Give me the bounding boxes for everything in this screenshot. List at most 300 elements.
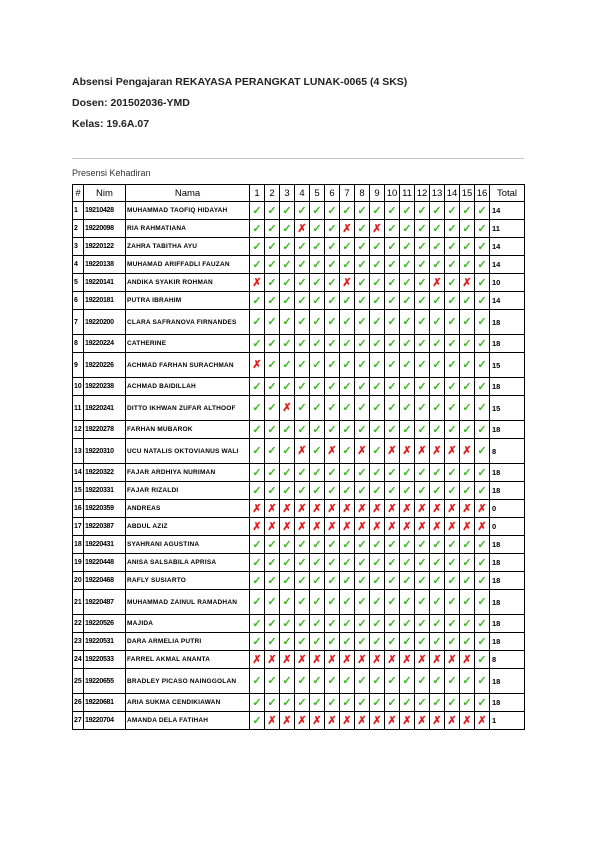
present-check-icon: ✓ <box>340 256 355 274</box>
column-header: 1 <box>250 185 265 202</box>
present-check-icon: ✓ <box>430 482 445 500</box>
student-name: BRADLEY PICASO NAINGGOLAN <box>126 669 250 694</box>
present-check-icon: ✓ <box>400 238 415 256</box>
present-check-icon: ✓ <box>430 256 445 274</box>
absent-cross-icon: ✗ <box>415 518 430 536</box>
present-check-icon: ✓ <box>445 238 460 256</box>
absent-cross-icon: ✗ <box>460 274 475 292</box>
present-check-icon: ✓ <box>430 590 445 615</box>
present-check-icon: ✓ <box>445 464 460 482</box>
column-header: 10 <box>385 185 400 202</box>
absent-cross-icon: ✗ <box>355 518 370 536</box>
student-nim: 19220224 <box>84 335 126 353</box>
present-check-icon: ✓ <box>475 694 490 712</box>
present-check-icon: ✓ <box>325 633 340 651</box>
present-check-icon: ✓ <box>265 482 280 500</box>
present-check-icon: ✓ <box>370 310 385 335</box>
row-number: 15 <box>73 482 84 500</box>
column-header: 7 <box>340 185 355 202</box>
absent-cross-icon: ✗ <box>325 439 340 464</box>
present-check-icon: ✓ <box>340 615 355 633</box>
absent-cross-icon: ✗ <box>460 439 475 464</box>
student-name: DARA ARMELIA PUTRI <box>126 633 250 651</box>
present-check-icon: ✓ <box>445 256 460 274</box>
present-check-icon: ✓ <box>430 378 445 396</box>
student-name: ANDREAS <box>126 500 250 518</box>
absent-cross-icon: ✗ <box>265 651 280 669</box>
column-header: 15 <box>460 185 475 202</box>
absent-cross-icon: ✗ <box>370 220 385 238</box>
present-check-icon: ✓ <box>280 482 295 500</box>
table-row <box>73 220 525 238</box>
student-name: MUHAMMAD ZAINUL RAMADHAN <box>126 590 250 615</box>
present-check-icon: ✓ <box>370 353 385 378</box>
present-check-icon: ✓ <box>415 353 430 378</box>
table-row <box>73 615 525 633</box>
absent-cross-icon: ✗ <box>340 518 355 536</box>
present-check-icon: ✓ <box>460 590 475 615</box>
absent-cross-icon: ✗ <box>340 500 355 518</box>
present-check-icon: ✓ <box>460 464 475 482</box>
absent-cross-icon: ✗ <box>445 712 460 730</box>
present-check-icon: ✓ <box>445 615 460 633</box>
present-check-icon: ✓ <box>475 615 490 633</box>
present-check-icon: ✓ <box>430 536 445 554</box>
student-nim: 19220181 <box>84 292 126 310</box>
absent-cross-icon: ✗ <box>385 651 400 669</box>
present-check-icon: ✓ <box>295 554 310 572</box>
table-row <box>73 353 525 378</box>
student-name: AMANDA DELA FATIHAH <box>126 712 250 730</box>
table-row <box>73 536 525 554</box>
absent-cross-icon: ✗ <box>370 500 385 518</box>
absent-cross-icon: ✗ <box>295 651 310 669</box>
present-check-icon: ✓ <box>430 633 445 651</box>
present-check-icon: ✓ <box>280 536 295 554</box>
present-check-icon: ✓ <box>445 536 460 554</box>
absent-cross-icon: ✗ <box>355 439 370 464</box>
total-count: 10 <box>490 274 525 292</box>
present-check-icon: ✓ <box>265 536 280 554</box>
present-check-icon: ✓ <box>415 256 430 274</box>
row-number: 23 <box>73 633 84 651</box>
present-check-icon: ✓ <box>280 310 295 335</box>
present-check-icon: ✓ <box>430 310 445 335</box>
present-check-icon: ✓ <box>325 310 340 335</box>
present-check-icon: ✓ <box>400 482 415 500</box>
present-check-icon: ✓ <box>310 694 325 712</box>
row-number: 6 <box>73 292 84 310</box>
total-count: 14 <box>490 238 525 256</box>
student-name: RAFLY SUSIARTO <box>126 572 250 590</box>
absent-cross-icon: ✗ <box>340 274 355 292</box>
present-check-icon: ✓ <box>250 292 265 310</box>
total-count: 18 <box>490 378 525 396</box>
total-count: 14 <box>490 292 525 310</box>
row-number: 13 <box>73 439 84 464</box>
table-row <box>73 238 525 256</box>
present-check-icon: ✓ <box>265 292 280 310</box>
present-check-icon: ✓ <box>295 482 310 500</box>
present-check-icon: ✓ <box>355 220 370 238</box>
row-number: 1 <box>73 202 84 220</box>
present-check-icon: ✓ <box>310 536 325 554</box>
present-check-icon: ✓ <box>370 536 385 554</box>
row-number: 2 <box>73 220 84 238</box>
absent-cross-icon: ✗ <box>280 651 295 669</box>
present-check-icon: ✓ <box>400 274 415 292</box>
absent-cross-icon: ✗ <box>340 220 355 238</box>
present-check-icon: ✓ <box>340 572 355 590</box>
absent-cross-icon: ✗ <box>385 500 400 518</box>
present-check-icon: ✓ <box>265 694 280 712</box>
present-check-icon: ✓ <box>310 554 325 572</box>
present-check-icon: ✓ <box>415 220 430 238</box>
present-check-icon: ✓ <box>385 464 400 482</box>
present-check-icon: ✓ <box>460 572 475 590</box>
present-check-icon: ✓ <box>325 396 340 421</box>
present-check-icon: ✓ <box>310 310 325 335</box>
present-check-icon: ✓ <box>340 554 355 572</box>
student-name: ACHMAD FARHAN SURACHMAN <box>126 353 250 378</box>
total-count: 14 <box>490 202 525 220</box>
student-name: FARREL AKMAL ANANTA <box>126 651 250 669</box>
present-check-icon: ✓ <box>430 572 445 590</box>
row-number: 8 <box>73 335 84 353</box>
present-check-icon: ✓ <box>250 421 265 439</box>
present-check-icon: ✓ <box>250 220 265 238</box>
present-check-icon: ✓ <box>355 482 370 500</box>
student-name: CLARA SAFRANOVA FIRNANDES <box>126 310 250 335</box>
present-check-icon: ✓ <box>460 615 475 633</box>
present-check-icon: ✓ <box>295 238 310 256</box>
present-check-icon: ✓ <box>310 421 325 439</box>
absent-cross-icon: ✗ <box>250 353 265 378</box>
present-check-icon: ✓ <box>250 464 265 482</box>
absent-cross-icon: ✗ <box>400 651 415 669</box>
absent-cross-icon: ✗ <box>280 500 295 518</box>
table-row <box>73 572 525 590</box>
present-check-icon: ✓ <box>385 615 400 633</box>
present-check-icon: ✓ <box>295 396 310 421</box>
present-check-icon: ✓ <box>445 396 460 421</box>
present-check-icon: ✓ <box>325 274 340 292</box>
absent-cross-icon: ✗ <box>280 712 295 730</box>
table-header-row <box>73 185 525 202</box>
present-check-icon: ✓ <box>475 421 490 439</box>
present-check-icon: ✓ <box>355 396 370 421</box>
present-check-icon: ✓ <box>385 310 400 335</box>
section-title: Presensi Kehadiran <box>72 168 151 178</box>
total-count: 18 <box>490 482 525 500</box>
present-check-icon: ✓ <box>400 396 415 421</box>
present-check-icon: ✓ <box>280 615 295 633</box>
present-check-icon: ✓ <box>340 421 355 439</box>
table-row <box>73 518 525 536</box>
present-check-icon: ✓ <box>340 536 355 554</box>
present-check-icon: ✓ <box>385 238 400 256</box>
present-check-icon: ✓ <box>475 669 490 694</box>
present-check-icon: ✓ <box>340 202 355 220</box>
student-nim: 19220200 <box>84 310 126 335</box>
present-check-icon: ✓ <box>430 292 445 310</box>
present-check-icon: ✓ <box>430 202 445 220</box>
present-check-icon: ✓ <box>475 482 490 500</box>
present-check-icon: ✓ <box>400 615 415 633</box>
present-check-icon: ✓ <box>370 396 385 421</box>
present-check-icon: ✓ <box>415 421 430 439</box>
present-check-icon: ✓ <box>415 633 430 651</box>
present-check-icon: ✓ <box>310 220 325 238</box>
student-nim: 19220359 <box>84 500 126 518</box>
absent-cross-icon: ✗ <box>325 712 340 730</box>
present-check-icon: ✓ <box>340 335 355 353</box>
present-check-icon: ✓ <box>475 396 490 421</box>
present-check-icon: ✓ <box>340 464 355 482</box>
student-nim: 19220226 <box>84 353 126 378</box>
present-check-icon: ✓ <box>475 651 490 669</box>
present-check-icon: ✓ <box>280 590 295 615</box>
present-check-icon: ✓ <box>445 482 460 500</box>
present-check-icon: ✓ <box>250 590 265 615</box>
present-check-icon: ✓ <box>415 669 430 694</box>
present-check-icon: ✓ <box>265 310 280 335</box>
present-check-icon: ✓ <box>355 202 370 220</box>
student-nim: 19220331 <box>84 482 126 500</box>
present-check-icon: ✓ <box>475 536 490 554</box>
present-check-icon: ✓ <box>475 220 490 238</box>
present-check-icon: ✓ <box>295 292 310 310</box>
present-check-icon: ✓ <box>340 694 355 712</box>
present-check-icon: ✓ <box>370 633 385 651</box>
present-check-icon: ✓ <box>385 694 400 712</box>
absent-cross-icon: ✗ <box>295 712 310 730</box>
present-check-icon: ✓ <box>265 572 280 590</box>
present-check-icon: ✓ <box>265 421 280 439</box>
present-check-icon: ✓ <box>445 292 460 310</box>
present-check-icon: ✓ <box>355 335 370 353</box>
absent-cross-icon: ✗ <box>430 651 445 669</box>
present-check-icon: ✓ <box>370 482 385 500</box>
present-check-icon: ✓ <box>370 554 385 572</box>
student-nim: 19220533 <box>84 651 126 669</box>
absent-cross-icon: ✗ <box>460 651 475 669</box>
present-check-icon: ✓ <box>250 378 265 396</box>
present-check-icon: ✓ <box>280 378 295 396</box>
present-check-icon: ✓ <box>295 335 310 353</box>
present-check-icon: ✓ <box>415 694 430 712</box>
absent-cross-icon: ✗ <box>310 518 325 536</box>
student-name: RIA RAHMATIANA <box>126 220 250 238</box>
present-check-icon: ✓ <box>370 202 385 220</box>
absent-cross-icon: ✗ <box>265 500 280 518</box>
present-check-icon: ✓ <box>400 335 415 353</box>
present-check-icon: ✓ <box>310 335 325 353</box>
table-row <box>73 202 525 220</box>
present-check-icon: ✓ <box>340 633 355 651</box>
present-check-icon: ✓ <box>400 669 415 694</box>
table-row <box>73 396 525 421</box>
present-check-icon: ✓ <box>355 572 370 590</box>
present-check-icon: ✓ <box>415 554 430 572</box>
absent-cross-icon: ✗ <box>475 518 490 536</box>
present-check-icon: ✓ <box>250 256 265 274</box>
present-check-icon: ✓ <box>400 220 415 238</box>
row-number: 19 <box>73 554 84 572</box>
present-check-icon: ✓ <box>415 590 430 615</box>
present-check-icon: ✓ <box>415 202 430 220</box>
absent-cross-icon: ✗ <box>415 651 430 669</box>
present-check-icon: ✓ <box>265 238 280 256</box>
present-check-icon: ✓ <box>475 274 490 292</box>
present-check-icon: ✓ <box>265 396 280 421</box>
present-check-icon: ✓ <box>265 554 280 572</box>
present-check-icon: ✓ <box>280 694 295 712</box>
total-count: 18 <box>490 421 525 439</box>
present-check-icon: ✓ <box>445 353 460 378</box>
present-check-icon: ✓ <box>445 310 460 335</box>
present-check-icon: ✓ <box>370 439 385 464</box>
column-header: 5 <box>310 185 325 202</box>
absent-cross-icon: ✗ <box>325 500 340 518</box>
present-check-icon: ✓ <box>415 536 430 554</box>
student-nim: 19220278 <box>84 421 126 439</box>
present-check-icon: ✓ <box>355 633 370 651</box>
row-number: 22 <box>73 615 84 633</box>
present-check-icon: ✓ <box>355 464 370 482</box>
present-check-icon: ✓ <box>355 669 370 694</box>
column-header: 12 <box>415 185 430 202</box>
present-check-icon: ✓ <box>265 256 280 274</box>
row-number: 12 <box>73 421 84 439</box>
present-check-icon: ✓ <box>400 572 415 590</box>
present-check-icon: ✓ <box>295 378 310 396</box>
student-name: FARHAN MUBAROK <box>126 421 250 439</box>
present-check-icon: ✓ <box>385 572 400 590</box>
absent-cross-icon: ✗ <box>355 712 370 730</box>
present-check-icon: ✓ <box>445 694 460 712</box>
present-check-icon: ✓ <box>475 202 490 220</box>
present-check-icon: ✓ <box>460 310 475 335</box>
present-check-icon: ✓ <box>355 310 370 335</box>
present-check-icon: ✓ <box>460 421 475 439</box>
total-count: 18 <box>490 590 525 615</box>
absent-cross-icon: ✗ <box>325 651 340 669</box>
present-check-icon: ✓ <box>460 353 475 378</box>
present-check-icon: ✓ <box>325 378 340 396</box>
present-check-icon: ✓ <box>460 694 475 712</box>
present-check-icon: ✓ <box>400 536 415 554</box>
table-row <box>73 694 525 712</box>
table-row <box>73 554 525 572</box>
present-check-icon: ✓ <box>415 615 430 633</box>
present-check-icon: ✓ <box>325 694 340 712</box>
present-check-icon: ✓ <box>340 238 355 256</box>
student-name: MAJIDA <box>126 615 250 633</box>
present-check-icon: ✓ <box>295 694 310 712</box>
present-check-icon: ✓ <box>295 590 310 615</box>
present-check-icon: ✓ <box>475 292 490 310</box>
total-count: 15 <box>490 396 525 421</box>
present-check-icon: ✓ <box>355 536 370 554</box>
total-count: 11 <box>490 220 525 238</box>
row-number: 5 <box>73 274 84 292</box>
present-check-icon: ✓ <box>325 238 340 256</box>
present-check-icon: ✓ <box>430 353 445 378</box>
present-check-icon: ✓ <box>280 238 295 256</box>
class-label: Kelas: 19.6A.07 <box>72 118 150 130</box>
present-check-icon: ✓ <box>460 202 475 220</box>
present-check-icon: ✓ <box>475 554 490 572</box>
absent-cross-icon: ✗ <box>430 518 445 536</box>
table-row <box>73 669 525 694</box>
present-check-icon: ✓ <box>325 572 340 590</box>
present-check-icon: ✓ <box>295 572 310 590</box>
absent-cross-icon: ✗ <box>385 439 400 464</box>
absent-cross-icon: ✗ <box>250 651 265 669</box>
present-check-icon: ✓ <box>310 572 325 590</box>
row-number: 20 <box>73 572 84 590</box>
present-check-icon: ✓ <box>250 554 265 572</box>
present-check-icon: ✓ <box>430 615 445 633</box>
present-check-icon: ✓ <box>445 421 460 439</box>
total-count: 8 <box>490 651 525 669</box>
present-check-icon: ✓ <box>355 421 370 439</box>
student-name: ABDUL AZIZ <box>126 518 250 536</box>
present-check-icon: ✓ <box>385 378 400 396</box>
present-check-icon: ✓ <box>265 220 280 238</box>
absent-cross-icon: ✗ <box>445 518 460 536</box>
student-name: UCU NATALIS OKTOVIANUS WALI <box>126 439 250 464</box>
table-row <box>73 274 525 292</box>
student-name: FAJAR ARDHIYA NURIMAN <box>126 464 250 482</box>
student-name: ARIA SUKMA CENDIKIAWAN <box>126 694 250 712</box>
present-check-icon: ✓ <box>475 310 490 335</box>
present-check-icon: ✓ <box>265 274 280 292</box>
row-number: 7 <box>73 310 84 335</box>
present-check-icon: ✓ <box>430 669 445 694</box>
present-check-icon: ✓ <box>280 554 295 572</box>
present-check-icon: ✓ <box>355 256 370 274</box>
absent-cross-icon: ✗ <box>265 518 280 536</box>
present-check-icon: ✓ <box>370 256 385 274</box>
present-check-icon: ✓ <box>400 590 415 615</box>
total-count: 15 <box>490 353 525 378</box>
present-check-icon: ✓ <box>340 310 355 335</box>
absent-cross-icon: ✗ <box>265 712 280 730</box>
present-check-icon: ✓ <box>355 590 370 615</box>
present-check-icon: ✓ <box>250 482 265 500</box>
present-check-icon: ✓ <box>355 615 370 633</box>
present-check-icon: ✓ <box>355 238 370 256</box>
present-check-icon: ✓ <box>250 396 265 421</box>
present-check-icon: ✓ <box>280 439 295 464</box>
present-check-icon: ✓ <box>265 590 280 615</box>
column-header: Total <box>490 185 525 202</box>
present-check-icon: ✓ <box>295 353 310 378</box>
present-check-icon: ✓ <box>370 572 385 590</box>
present-check-icon: ✓ <box>310 669 325 694</box>
table-row <box>73 378 525 396</box>
absent-cross-icon: ✗ <box>325 518 340 536</box>
present-check-icon: ✓ <box>400 256 415 274</box>
present-check-icon: ✓ <box>250 238 265 256</box>
absent-cross-icon: ✗ <box>370 518 385 536</box>
absent-cross-icon: ✗ <box>400 712 415 730</box>
present-check-icon: ✓ <box>265 353 280 378</box>
student-name: SYAHRANI AGUSTINA <box>126 536 250 554</box>
present-check-icon: ✓ <box>250 536 265 554</box>
